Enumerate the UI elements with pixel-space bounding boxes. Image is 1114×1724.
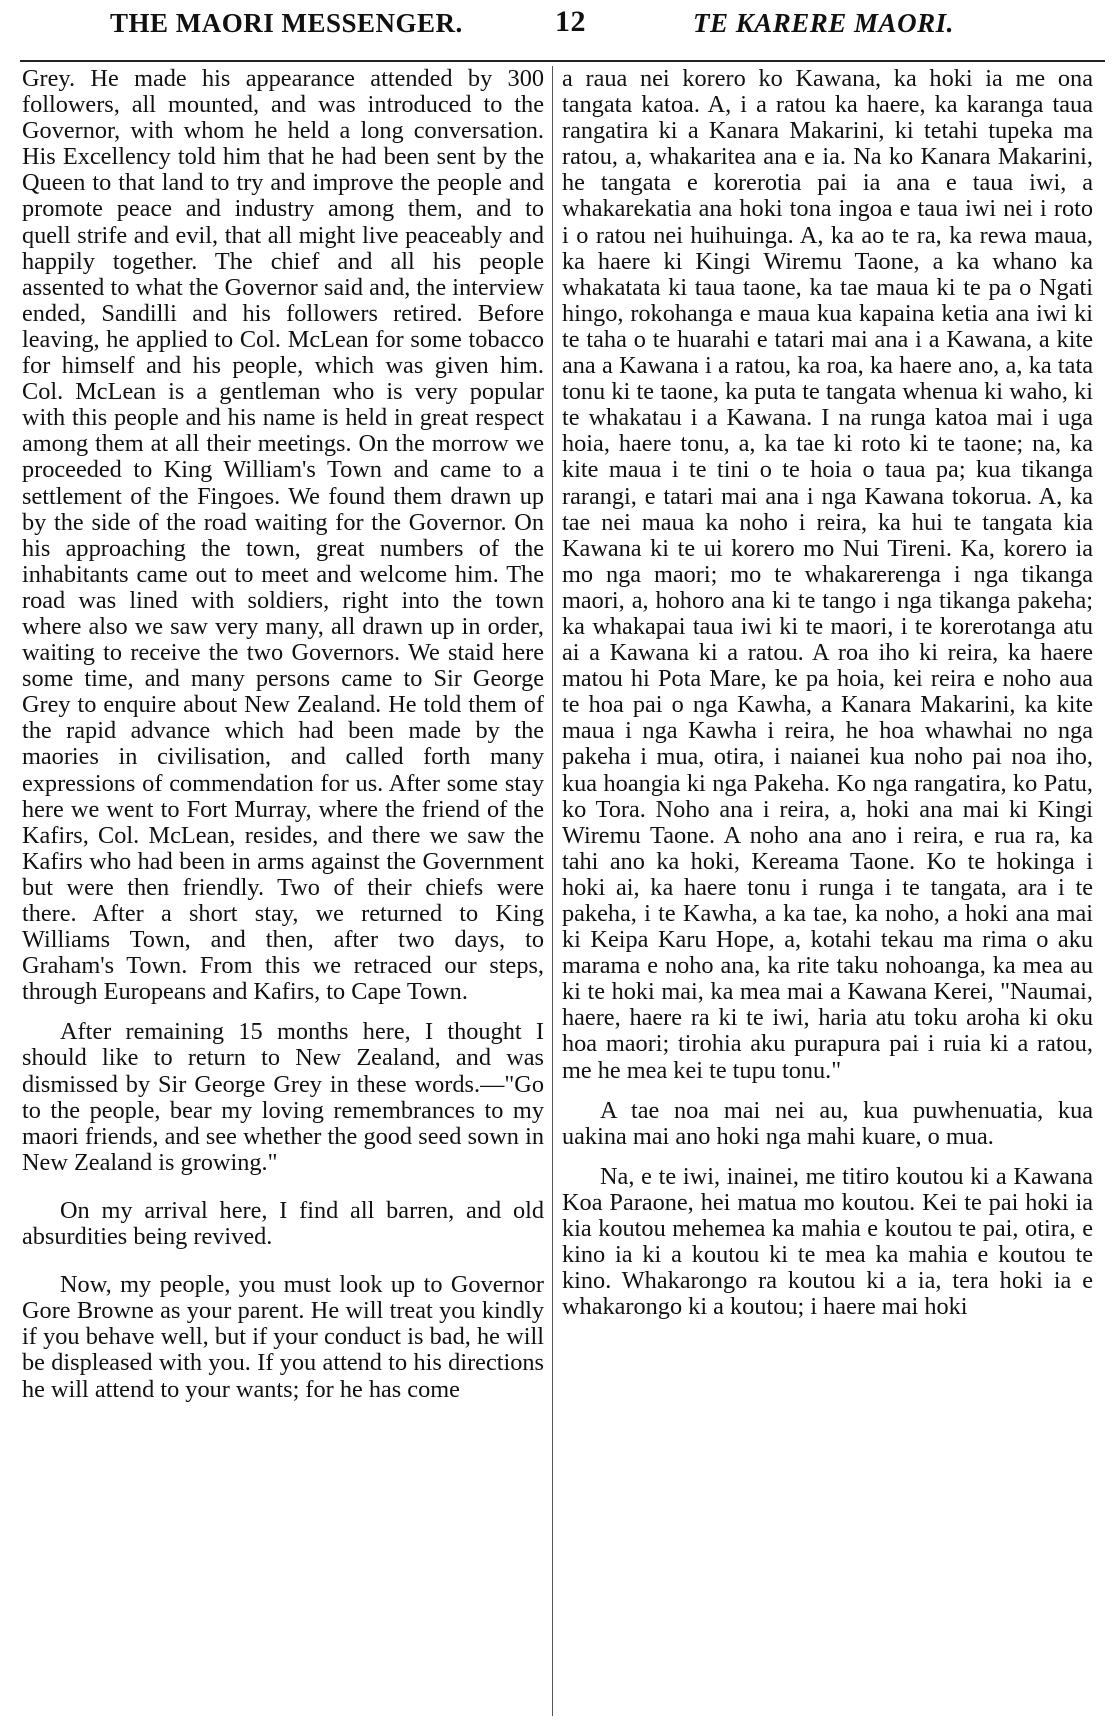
maori-paragraph-2: A tae noa mai nei au, kua puwhenuatia, kua uakina mai ano hoki nga mahi kuare, o mua. xyxy=(562,1096,1093,1150)
english-paragraph-1: Grey. He made his appearance attended by 300 followers, all mounted, and was introduced to the Governor, with whom he held a long conversation. His Excellency told him that he had been sent by the Queen to that land to try and improve the people and promote peace and industry among them, and to quell strife and evil, that all might live peaceably and happily together. The chief and all his people assented to what the Governor said and, the interview ended, Sandilli and his followers retired. Before leaving, he applied to Col. McLean for some tobacco for himself and his people, which was given him. Col. McLean is a gentleman who is very popular with this people and his name is held in great respect among them at all their meetings. On the morrow we proceeded to King William's Town and came to a settlement of the Fingoes. We found them drawn up by the side of the road waiting for the Governor. On his approaching the town, great numbers of the inhabitants came out to meet and welcome him. The road was lined with soldiers, right into the town where also we saw very many, all drawn up in order, waiting to receive the two Governors. We staid here some time, and many persons came to Sir George Grey to enquire about New Zealand. He told them of the rapid advance which had been made by the maories in civilisation, and called forth many expressions of commendation for us. After some stay here we went to Fort Murray, where the friend of the Kafirs, Col. McLean, resides, and there we saw the Kafirs who had been in arms against the Government but were then friendly. Two of their chiefs were there. After a short stay, we returned to King Williams Town, and then, after two days, to Graham's Town. From this we retraced our steps, through Europeans and Kafirs, to Cape Town. xyxy=(22,65,544,1006)
maori-paragraph-1: a raua nei korero ko Kawana, ka hoki ia me ona tangata katoa. A, i a ratou ka haere, ka karanga taua rangatira ki a Kanara Makarini, ki tetahi tupeka ma ratou, a, whakaritea ana e ia. Na ko Kanara Makarini, he tangata e korerotia pai ia ana e taua iwi, a whakarekatia ana hoki tona ingoa e taua iwi nei i roto i o ratou nei huihuinga. A, ka ao te ra, ka rewa maua, ka haere ki Kingi Wiremu Taone, a ka whano ka whakatata ki taua taone, ka tae maua ki te pa o Ngati hingo, rokohanga e maua kua kapaina ketia ana iwi ki te taha o te huarahi e tatari mai ana i a Kawana, a kite ana a Kawana i a ratou, ka roa, ka haere ano, a, ka tata tonu ki te taone, ka puta te tangata whenua ki waho, ki te whakatau i a Kawana. I na runga katoa mai i uga hoia, haere tonu, a, ka tae ki roto ki te taone; na, ka kite maua i te tini o te hoia o taua pa; kua tikanga rarangi, e tatari mai ana i nga Kawana tokorua. A, ka tae nei maua ka noho i reira, ka hui te tangata kia Kawana ki te ui korero mo Nui Tireni. Ka, korero ia mo nga maori; mo te whakarerenga i nga tikanga maori, a, hohoro ana ki te tango i nga tikanga pakeha; ka whakapai taua iwi ki te maori, i te korerotanga atu ai a Kawana ki a ratou. A roa iho ki reira, ka haere matou hi Pota Mare, ke pa hoia, kei reira e noho aua te hoa pai o nga Kawha, a Kanara Makarini, ka kite maua i nga Kawha i reira, he hoa whawhai no nga pakeha i mua, otira, i naianei kua noho pai noa iho, kua hoangia ki nga Pakeha. Ko nga rangatira, ko Patu, ko Tora. Noho ana i reira, a, hoki ana mai ki Kingi Wiremu Taone. A noho ana ano i reira, e rua ra, ka tahi ano ka hoki, Kereama Taone. Ko te hokinga i hoki ai, ka haere tonu i runga i te tangata, ara i te pakeha, i te Kawha, a ka tae, ka noho, a hoki ana mai ki Keipa Karu Hope, a, kotahi tekau ma rima o aku marama e noho ana, ka rite taku nohoanga, ka mea au ki te hoki mai, ka mea mai a Kawana Kerei, "Naumai, haere, haere ra ki te iwi, haria atu toku aroha ki oku hoa maori; tirohia aku purapura pai i ruia ki a ratou, me he mea kei te tupu tonu." xyxy=(562,65,1093,1084)
maori-paragraph-3: Na, e te iwi, inainei, me titiro koutou ki a Kawana Koa Paraone, hei matua mo koutou. Kei te pai hoki ia kia koutou mehemea ka mahia e koutou te pai, otira, e kino ia ki a koutou ki te mea ka mahia e koutou te kino. Whakarongo ra koutou ki a ia, tera hoki ia e whakarongo ki a koutou; i haere mai hoki xyxy=(562,1162,1093,1321)
english-paragraph-4: Now, my people, you must look up to Governor Gore Browne as your parent. He will treat you kindly if you behave well, but if your conduct is bad, he will be displeased with you. If you attend to his directions he will attend to your wants; for he has come xyxy=(22,1271,544,1403)
english-masthead: THE MAORI MESSENGER. xyxy=(110,8,463,38)
maori-column xyxy=(562,66,1093,1320)
english-paragraph-3: On my arrival here, I find all barren, and old absurdities being revived. xyxy=(22,1196,544,1251)
header-rule xyxy=(20,60,1105,62)
maori-masthead: TE KARERE MAORI. xyxy=(693,8,954,38)
column-divider xyxy=(552,66,553,1716)
page-header xyxy=(0,0,1114,58)
page-number: 12 xyxy=(555,5,586,38)
english-paragraph-2: After remaining 15 months here, I thought I should like to return to New Zealand, and was dismissed by Sir George Grey in these words.—"Go to the people, bear my loving remembrances to my maori friends, and see whether the good seed sown in New Zealand is growing." xyxy=(22,1018,544,1176)
english-column xyxy=(22,66,544,1403)
